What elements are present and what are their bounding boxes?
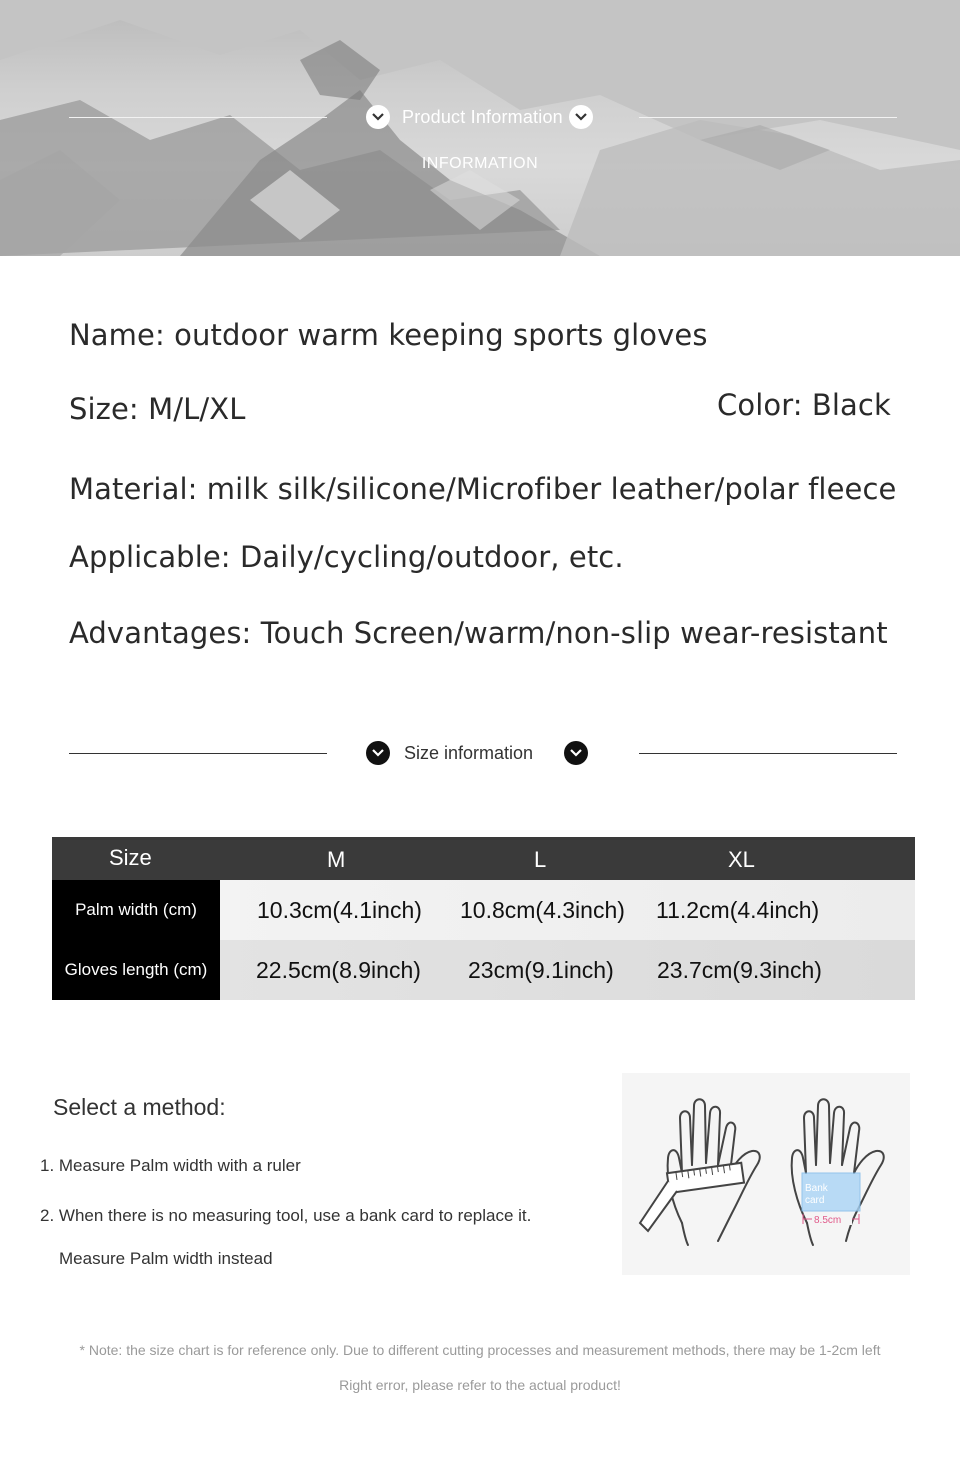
size-table xyxy=(52,837,915,1000)
chevron-down-icon xyxy=(366,741,390,765)
cell-length-l: 23cm(9.1inch) xyxy=(468,957,614,983)
banner-subtitle: INFORMATION xyxy=(421,155,539,172)
cell-palm-m: 10.3cm(4.1inch) xyxy=(257,897,422,923)
size-rule-right xyxy=(639,753,897,754)
banner-rule-left xyxy=(69,117,327,118)
row-label-palm-width: Palm width (cm) xyxy=(52,880,220,940)
product-name: Name: outdoor warm keeping sports gloves xyxy=(69,318,708,352)
chevron-down-icon xyxy=(366,105,390,129)
header-cell-xl: XL xyxy=(728,847,755,872)
hand-measurement-illustration xyxy=(622,1073,910,1275)
cell-palm-xl: 11.2cm(4.4inch) xyxy=(656,897,820,923)
banner-title: Product Information xyxy=(402,106,563,127)
table-row xyxy=(52,880,915,940)
cell-length-m: 22.5cm(8.9inch) xyxy=(256,957,421,983)
method-step-2: 2. When there is no measuring tool, use a bank card to replace it. xyxy=(40,1206,532,1225)
size-rule-left xyxy=(69,753,327,754)
cell-palm-l: 10.8cm(4.3inch) xyxy=(460,897,625,923)
product-applicable: Applicable: Daily/cycling/outdoor, etc. xyxy=(69,540,624,574)
svg-text:8.5cm: 8.5cm xyxy=(814,1215,842,1226)
banner-rule-right xyxy=(639,117,897,118)
method-title: Select a method: xyxy=(53,1094,226,1120)
chevron-down-icon xyxy=(564,741,588,765)
banner-title-row xyxy=(366,104,593,130)
chevron-down-icon xyxy=(569,105,593,129)
header-cell-m: M xyxy=(327,847,346,872)
bank-card-icon xyxy=(802,1173,860,1226)
product-material: Material: milk silk/silicone/Microfiber leather/polar fleece xyxy=(69,472,897,506)
header-cell-l: L xyxy=(534,847,547,872)
product-advantages: Advantages: Touch Screen/warm/non-slip wear-resistant xyxy=(69,616,888,650)
cell-length-xl: 23.7cm(9.3inch) xyxy=(657,957,822,983)
method-step-2-continued: Measure Palm width instead xyxy=(59,1249,273,1268)
svg-text:Bank: Bank xyxy=(805,1183,828,1194)
table-row xyxy=(52,940,915,1000)
row-label-gloves-length: Gloves length (cm) xyxy=(52,940,220,1000)
note-line-1: * Note: the size chart is for reference only. Due to different cutting processes and measurement methods, there may be 1-2cm left xyxy=(79,1342,881,1358)
size-section-header xyxy=(366,740,588,766)
size-section-title: Size information xyxy=(404,742,534,763)
banner xyxy=(0,0,960,256)
method-step-1: 1. Measure Palm width with a ruler xyxy=(40,1156,301,1175)
product-color: Color: Black xyxy=(717,388,891,422)
svg-text:card: card xyxy=(805,1195,825,1206)
header-cell-size: Size xyxy=(109,845,152,870)
hands-svg xyxy=(622,1073,910,1275)
note-line-2: Right error, please refer to the actual product! xyxy=(339,1377,621,1393)
product-size: Size: M/L/XL xyxy=(69,392,246,426)
size-table-header xyxy=(52,837,915,880)
